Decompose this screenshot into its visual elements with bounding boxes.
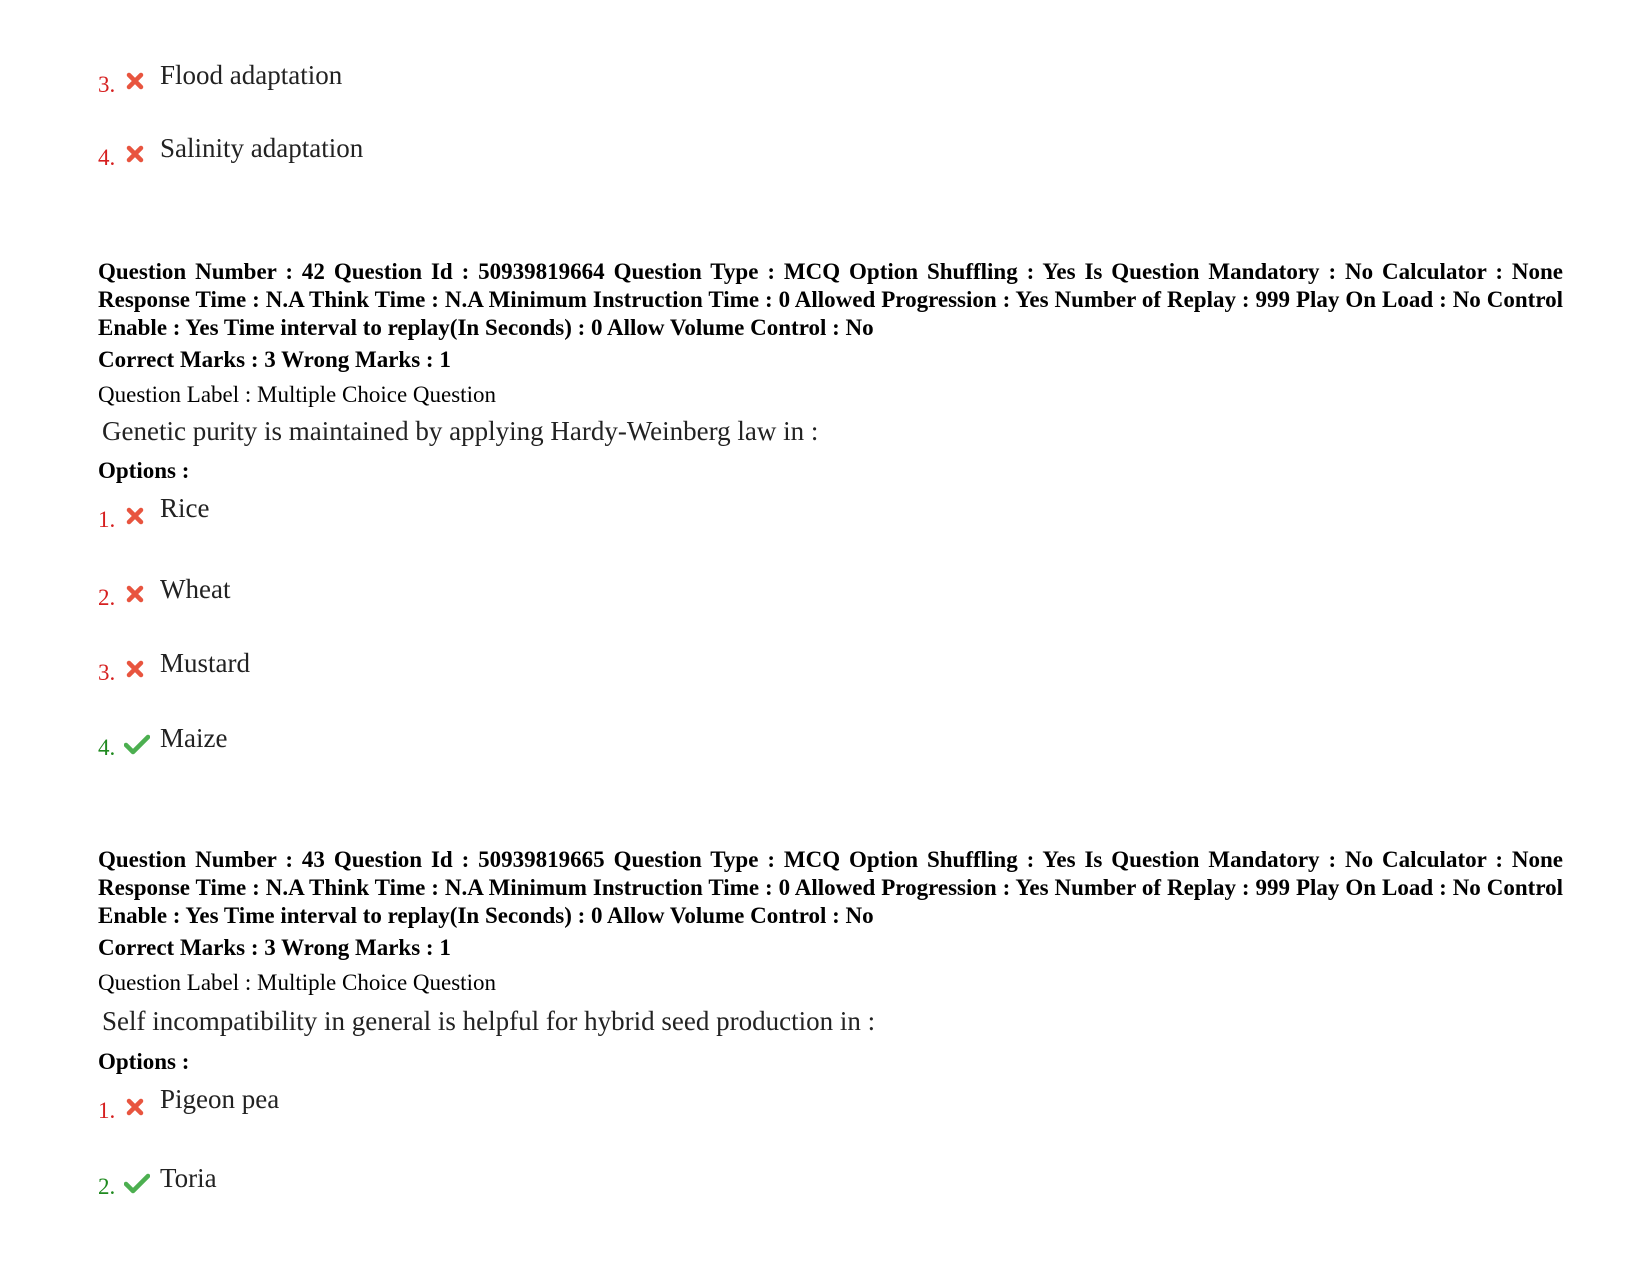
check-icon: [124, 733, 150, 755]
cross-icon: [124, 583, 146, 605]
option-number: 1.: [98, 1098, 116, 1123]
option-text: Rice: [160, 493, 210, 523]
option-text: Salinity adaptation: [160, 133, 364, 163]
question-marks: Correct Marks : 3 Wrong Marks : 1: [98, 347, 451, 372]
question-label: Question Label : Multiple Choice Question: [98, 382, 496, 407]
option-number: 2.: [98, 1174, 116, 1199]
check-icon: [124, 1172, 150, 1194]
cross-icon: [124, 1096, 146, 1118]
option-number: 3.: [98, 72, 116, 97]
cross-icon: [124, 143, 146, 165]
option-number: 4.: [98, 735, 116, 760]
option-number: 3.: [98, 660, 116, 685]
cross-icon: [124, 505, 146, 527]
question-label: Question Label : Multiple Choice Question: [98, 970, 496, 995]
option-text: Flood adaptation: [160, 60, 343, 90]
option-text: Mustard: [160, 648, 250, 678]
options-heading: Options :: [98, 458, 190, 483]
option-text: Wheat: [160, 574, 231, 604]
options-heading: Options :: [98, 1049, 190, 1074]
question-text: Self incompatibility in general is helpful for hybrid seed production in :: [102, 1006, 876, 1036]
question-text: Genetic purity is maintained by applying Hardy-Weinberg law in :: [102, 416, 819, 446]
option-text: Maize: [160, 723, 228, 753]
cross-icon: [124, 70, 146, 92]
option-number: 4.: [98, 145, 116, 170]
option-text: Pigeon pea: [160, 1084, 280, 1114]
cross-icon: [124, 658, 146, 680]
question-meta: Question Number : 42 Question Id : 50939819664 Question Type : MCQ Option Shuffling : Yes Is Question Mandatory : No Calculator : None Response Time : N.A Think Time : N.A Minimum Instruction Time : 0 Allowed Progression : Yes Number of Replay : 999 Play On Load : No Control Enable : Yes Time interval to replay(In Seconds) : 0 Allow Volume Control : No: [98, 259, 1563, 340]
question-marks: Correct Marks : 3 Wrong Marks : 1: [98, 935, 451, 960]
question-meta: Question Number : 43 Question Id : 50939819665 Question Type : MCQ Option Shuffling : Yes Is Question Mandatory : No Calculator : None Response Time : N.A Think Time : N.A Minimum Instruction Time : 0 Allowed Progression : Yes Number of Replay : 999 Play On Load : No Control Enable : Yes Time interval to replay(In Seconds) : 0 Allow Volume Control : No: [98, 847, 1563, 928]
option-text: Toria: [160, 1163, 217, 1193]
option-number: 1.: [98, 507, 116, 532]
option-number: 2.: [98, 585, 116, 610]
